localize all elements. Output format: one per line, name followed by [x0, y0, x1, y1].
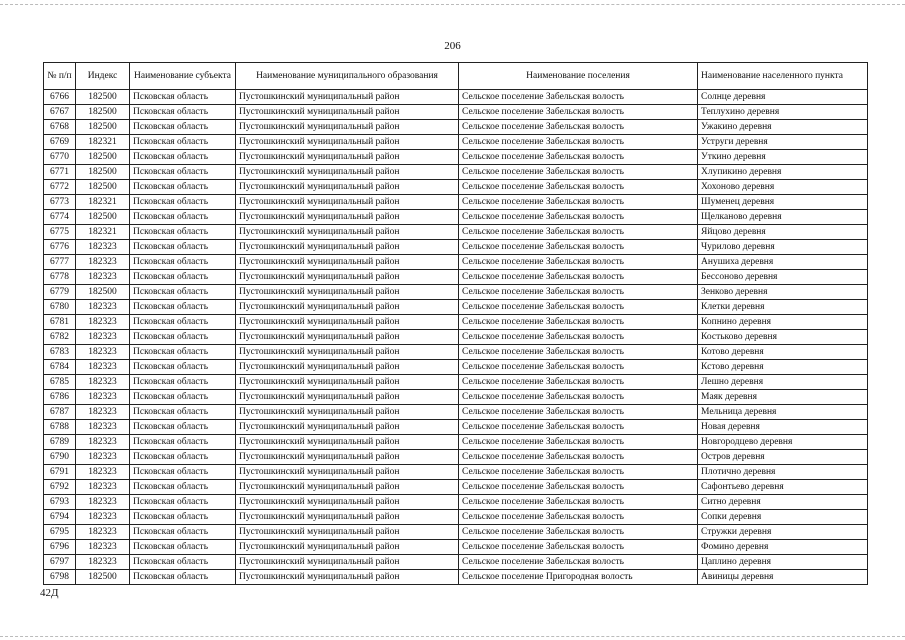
- cell-municipality: Пустошкинский муниципальный район: [236, 225, 459, 240]
- header-index: Индекс: [76, 63, 130, 90]
- cell-locality: Остров деревня: [698, 450, 868, 465]
- cell-locality: Мельница деревня: [698, 405, 868, 420]
- registry-table: [43, 62, 868, 585]
- cell-municipality: Пустошкинский муниципальный район: [236, 555, 459, 570]
- cell-municipality: Пустошкинский муниципальный район: [236, 210, 459, 225]
- cell-subject: Псковская область: [130, 225, 236, 240]
- cell-locality: Чурилово деревня: [698, 240, 868, 255]
- cell-index: 182323: [76, 255, 130, 270]
- cell-subject: Псковская область: [130, 450, 236, 465]
- cell-subject: Псковская область: [130, 405, 236, 420]
- cell-index: 182323: [76, 315, 130, 330]
- cell-subject: Псковская область: [130, 360, 236, 375]
- cell-num: 6794: [44, 510, 76, 525]
- cell-locality: Костьково деревня: [698, 330, 868, 345]
- cell-num: 6776: [44, 240, 76, 255]
- cell-index: 182323: [76, 465, 130, 480]
- table-row: [44, 465, 868, 480]
- cell-settlement: Сельское поселение Пригородная волость: [459, 570, 698, 585]
- header-num: № п/п: [44, 63, 76, 90]
- cell-settlement: Сельское поселение Забельская волость: [459, 420, 698, 435]
- cell-settlement: Сельское поселение Забельская волость: [459, 540, 698, 555]
- cell-index: 182500: [76, 180, 130, 195]
- table-row: [44, 315, 868, 330]
- cell-locality: Анушиха деревня: [698, 255, 868, 270]
- cell-municipality: Пустошкинский муниципальный район: [236, 450, 459, 465]
- cell-subject: Псковская область: [130, 525, 236, 540]
- cell-index: 182323: [76, 420, 130, 435]
- cell-index: 182323: [76, 240, 130, 255]
- cell-num: 6779: [44, 285, 76, 300]
- cell-subject: Псковская область: [130, 135, 236, 150]
- cell-num: 6795: [44, 525, 76, 540]
- cell-subject: Псковская область: [130, 465, 236, 480]
- cell-num: 6797: [44, 555, 76, 570]
- table-body: [44, 90, 868, 585]
- cell-num: 6770: [44, 150, 76, 165]
- cell-subject: Псковская область: [130, 555, 236, 570]
- cell-municipality: Пустошкинский муниципальный район: [236, 90, 459, 105]
- cell-num: 6769: [44, 135, 76, 150]
- header-municipality: Наименование муниципального образования: [236, 63, 459, 90]
- table-row: [44, 285, 868, 300]
- cell-municipality: Пустошкинский муниципальный район: [236, 240, 459, 255]
- cell-index: 182323: [76, 480, 130, 495]
- scan-edge-bottom: [0, 636, 905, 637]
- cell-num: 6783: [44, 345, 76, 360]
- table-row: [44, 420, 868, 435]
- cell-settlement: Сельское поселение Забельская волость: [459, 510, 698, 525]
- cell-index: 182500: [76, 90, 130, 105]
- cell-locality: Маяк деревня: [698, 390, 868, 405]
- cell-subject: Псковская область: [130, 330, 236, 345]
- cell-index: 182323: [76, 375, 130, 390]
- cell-subject: Псковская область: [130, 210, 236, 225]
- cell-municipality: Пустошкинский муниципальный район: [236, 510, 459, 525]
- table-row: [44, 405, 868, 420]
- table-row: [44, 345, 868, 360]
- table-row: [44, 375, 868, 390]
- table-row: [44, 240, 868, 255]
- cell-num: 6766: [44, 90, 76, 105]
- cell-index: 182323: [76, 300, 130, 315]
- cell-subject: Псковская область: [130, 345, 236, 360]
- cell-settlement: Сельское поселение Забельская волость: [459, 135, 698, 150]
- cell-municipality: Пустошкинский муниципальный район: [236, 330, 459, 345]
- cell-municipality: Пустошкинский муниципальный район: [236, 360, 459, 375]
- cell-subject: Псковская область: [130, 540, 236, 555]
- cell-index: 182500: [76, 120, 130, 135]
- cell-subject: Псковская область: [130, 195, 236, 210]
- cell-subject: Псковская область: [130, 300, 236, 315]
- cell-municipality: Пустошкинский муниципальный район: [236, 165, 459, 180]
- cell-locality: Ситно деревня: [698, 495, 868, 510]
- cell-municipality: Пустошкинский муниципальный район: [236, 390, 459, 405]
- header-subject: Наименование субъекта: [130, 63, 236, 90]
- table-row: [44, 390, 868, 405]
- cell-subject: Псковская область: [130, 90, 236, 105]
- cell-locality: Хлупикино деревня: [698, 165, 868, 180]
- cell-subject: Псковская область: [130, 570, 236, 585]
- cell-municipality: Пустошкинский муниципальный район: [236, 315, 459, 330]
- header-settlement: Наименование поселения: [459, 63, 698, 90]
- cell-num: 6786: [44, 390, 76, 405]
- cell-num: 6787: [44, 405, 76, 420]
- table-row: [44, 360, 868, 375]
- table-row: [44, 255, 868, 270]
- cell-municipality: Пустошкинский муниципальный район: [236, 120, 459, 135]
- cell-municipality: Пустошкинский муниципальный район: [236, 570, 459, 585]
- cell-num: 6792: [44, 480, 76, 495]
- cell-subject: Псковская область: [130, 375, 236, 390]
- cell-settlement: Сельское поселение Забельская волость: [459, 390, 698, 405]
- cell-num: 6790: [44, 450, 76, 465]
- cell-subject: Псковская область: [130, 180, 236, 195]
- cell-locality: Бессоново деревня: [698, 270, 868, 285]
- cell-index: 182323: [76, 540, 130, 555]
- cell-municipality: Пустошкинский муниципальный район: [236, 255, 459, 270]
- cell-index: 182323: [76, 525, 130, 540]
- cell-settlement: Сельское поселение Забельская волость: [459, 180, 698, 195]
- cell-num: 6793: [44, 495, 76, 510]
- table-row: [44, 330, 868, 345]
- cell-num: 6788: [44, 420, 76, 435]
- cell-locality: Теплухино деревня: [698, 105, 868, 120]
- cell-locality: Цаплино деревня: [698, 555, 868, 570]
- cell-subject: Псковская область: [130, 255, 236, 270]
- cell-locality: Клетки деревня: [698, 300, 868, 315]
- cell-locality: Новгородцево деревня: [698, 435, 868, 450]
- cell-num: 6785: [44, 375, 76, 390]
- cell-settlement: Сельское поселение Забельская волость: [459, 210, 698, 225]
- cell-index: 182323: [76, 360, 130, 375]
- cell-index: 182500: [76, 150, 130, 165]
- cell-settlement: Сельское поселение Забельская волость: [459, 240, 698, 255]
- cell-num: 6791: [44, 465, 76, 480]
- table-header-row: [44, 63, 868, 90]
- cell-municipality: Пустошкинский муниципальный район: [236, 270, 459, 285]
- cell-municipality: Пустошкинский муниципальный район: [236, 300, 459, 315]
- cell-locality: Котово деревня: [698, 345, 868, 360]
- cell-subject: Псковская область: [130, 390, 236, 405]
- header-locality: Наименование населенного пункта: [698, 63, 868, 90]
- cell-settlement: Сельское поселение Забельская волость: [459, 90, 698, 105]
- table-row: [44, 225, 868, 240]
- cell-settlement: Сельское поселение Забельская волость: [459, 225, 698, 240]
- cell-subject: Псковская область: [130, 150, 236, 165]
- table-row: [44, 540, 868, 555]
- cell-num: 6798: [44, 570, 76, 585]
- cell-locality: Шуменец деревня: [698, 195, 868, 210]
- cell-locality: Уткино деревня: [698, 150, 868, 165]
- table-row: [44, 480, 868, 495]
- cell-settlement: Сельское поселение Забельская волость: [459, 300, 698, 315]
- cell-locality: Авиницы деревня: [698, 570, 868, 585]
- cell-locality: Щелканово деревня: [698, 210, 868, 225]
- cell-index: 182500: [76, 210, 130, 225]
- cell-municipality: Пустошкинский муниципальный район: [236, 135, 459, 150]
- cell-subject: Псковская область: [130, 285, 236, 300]
- cell-settlement: Сельское поселение Забельская волость: [459, 480, 698, 495]
- cell-subject: Псковская область: [130, 510, 236, 525]
- cell-locality: Сопки деревня: [698, 510, 868, 525]
- table-row: [44, 120, 868, 135]
- cell-num: 6777: [44, 255, 76, 270]
- cell-subject: Псковская область: [130, 105, 236, 120]
- cell-index: 182323: [76, 270, 130, 285]
- cell-settlement: Сельское поселение Забельская волость: [459, 360, 698, 375]
- cell-num: 6781: [44, 315, 76, 330]
- cell-municipality: Пустошкинский муниципальный район: [236, 420, 459, 435]
- cell-num: 6789: [44, 435, 76, 450]
- cell-locality: Яйцово деревня: [698, 225, 868, 240]
- table-row: [44, 510, 868, 525]
- table-row: [44, 90, 868, 105]
- cell-num: 6767: [44, 105, 76, 120]
- cell-index: 182500: [76, 165, 130, 180]
- cell-settlement: Сельское поселение Забельская волость: [459, 165, 698, 180]
- cell-municipality: Пустошкинский муниципальный район: [236, 285, 459, 300]
- cell-locality: Плотично деревня: [698, 465, 868, 480]
- footer-code: 42Д: [40, 587, 59, 599]
- cell-municipality: Пустошкинский муниципальный район: [236, 480, 459, 495]
- cell-subject: Псковская область: [130, 270, 236, 285]
- cell-num: 6778: [44, 270, 76, 285]
- cell-index: 182323: [76, 435, 130, 450]
- cell-subject: Псковская область: [130, 435, 236, 450]
- table-row: [44, 210, 868, 225]
- cell-settlement: Сельское поселение Забельская волость: [459, 120, 698, 135]
- cell-num: 6768: [44, 120, 76, 135]
- cell-num: 6780: [44, 300, 76, 315]
- table-row: [44, 495, 868, 510]
- cell-locality: Зенково деревня: [698, 285, 868, 300]
- cell-locality: Ужакино деревня: [698, 120, 868, 135]
- cell-locality: Солнце деревня: [698, 90, 868, 105]
- table-row: [44, 180, 868, 195]
- cell-num: 6771: [44, 165, 76, 180]
- cell-num: 6772: [44, 180, 76, 195]
- cell-subject: Псковская область: [130, 120, 236, 135]
- cell-settlement: Сельское поселение Забельская волость: [459, 495, 698, 510]
- table-row: [44, 570, 868, 585]
- cell-municipality: Пустошкинский муниципальный район: [236, 465, 459, 480]
- page-number: 206: [444, 40, 461, 52]
- table-row: [44, 435, 868, 450]
- cell-municipality: Пустошкинский муниципальный район: [236, 345, 459, 360]
- cell-index: 182323: [76, 510, 130, 525]
- cell-locality: Сафонтьево деревня: [698, 480, 868, 495]
- cell-index: 182321: [76, 195, 130, 210]
- cell-municipality: Пустошкинский муниципальный район: [236, 180, 459, 195]
- cell-subject: Псковская область: [130, 165, 236, 180]
- cell-subject: Псковская область: [130, 495, 236, 510]
- cell-num: 6782: [44, 330, 76, 345]
- cell-index: 182321: [76, 225, 130, 240]
- cell-municipality: Пустошкинский муниципальный район: [236, 405, 459, 420]
- cell-index: 182323: [76, 495, 130, 510]
- cell-settlement: Сельское поселение Забельская волость: [459, 450, 698, 465]
- cell-settlement: Сельское поселение Забельская волость: [459, 525, 698, 540]
- cell-settlement: Сельское поселение Забельская волость: [459, 105, 698, 120]
- cell-settlement: Сельское поселение Забельская волость: [459, 315, 698, 330]
- cell-locality: Уструги деревня: [698, 135, 868, 150]
- cell-settlement: Сельское поселение Забельская волость: [459, 330, 698, 345]
- cell-index: 182323: [76, 330, 130, 345]
- cell-index: 182500: [76, 570, 130, 585]
- cell-subject: Псковская область: [130, 420, 236, 435]
- cell-subject: Псковская область: [130, 315, 236, 330]
- cell-locality: Стружки деревня: [698, 525, 868, 540]
- cell-subject: Псковская область: [130, 480, 236, 495]
- cell-municipality: Пустошкинский муниципальный район: [236, 375, 459, 390]
- cell-locality: Кстово деревня: [698, 360, 868, 375]
- cell-settlement: Сельское поселение Забельская волость: [459, 285, 698, 300]
- cell-index: 182323: [76, 345, 130, 360]
- cell-num: 6774: [44, 210, 76, 225]
- cell-index: 182323: [76, 390, 130, 405]
- cell-subject: Псковская область: [130, 240, 236, 255]
- cell-locality: Лешно деревня: [698, 375, 868, 390]
- table-row: [44, 105, 868, 120]
- cell-num: 6773: [44, 195, 76, 210]
- table-row: [44, 135, 868, 150]
- cell-municipality: Пустошкинский муниципальный район: [236, 495, 459, 510]
- cell-settlement: Сельское поселение Забельская волость: [459, 195, 698, 210]
- cell-index: 182323: [76, 450, 130, 465]
- scan-edge-top: [0, 4, 905, 5]
- cell-municipality: Пустошкинский муниципальный район: [236, 150, 459, 165]
- table-row: [44, 525, 868, 540]
- table-row: [44, 300, 868, 315]
- cell-municipality: Пустошкинский муниципальный район: [236, 540, 459, 555]
- cell-settlement: Сельское поселение Забельская волость: [459, 270, 698, 285]
- cell-index: 182323: [76, 555, 130, 570]
- cell-index: 182500: [76, 285, 130, 300]
- cell-settlement: Сельское поселение Забельская волость: [459, 405, 698, 420]
- cell-num: 6775: [44, 225, 76, 240]
- cell-num: 6796: [44, 540, 76, 555]
- cell-locality: Фомино деревня: [698, 540, 868, 555]
- cell-settlement: Сельское поселение Забельская волость: [459, 555, 698, 570]
- table-row: [44, 165, 868, 180]
- cell-num: 6784: [44, 360, 76, 375]
- table-row: [44, 270, 868, 285]
- cell-locality: Хохоново деревня: [698, 180, 868, 195]
- cell-municipality: Пустошкинский муниципальный район: [236, 435, 459, 450]
- table-row: [44, 450, 868, 465]
- cell-settlement: Сельское поселение Забельская волость: [459, 150, 698, 165]
- cell-locality: Копнино деревня: [698, 315, 868, 330]
- table-row: [44, 195, 868, 210]
- cell-settlement: Сельское поселение Забельская волость: [459, 465, 698, 480]
- cell-settlement: Сельское поселение Забельская волость: [459, 345, 698, 360]
- cell-settlement: Сельское поселение Забельская волость: [459, 255, 698, 270]
- cell-settlement: Сельское поселение Забельская волость: [459, 435, 698, 450]
- cell-index: 182323: [76, 405, 130, 420]
- cell-municipality: Пустошкинский муниципальный район: [236, 195, 459, 210]
- cell-settlement: Сельское поселение Забельская волость: [459, 375, 698, 390]
- registry-table-container: [43, 62, 867, 585]
- cell-locality: Новая деревня: [698, 420, 868, 435]
- cell-index: 182500: [76, 105, 130, 120]
- cell-municipality: Пустошкинский муниципальный район: [236, 525, 459, 540]
- cell-index: 182321: [76, 135, 130, 150]
- cell-municipality: Пустошкинский муниципальный район: [236, 105, 459, 120]
- table-row: [44, 150, 868, 165]
- table-row: [44, 555, 868, 570]
